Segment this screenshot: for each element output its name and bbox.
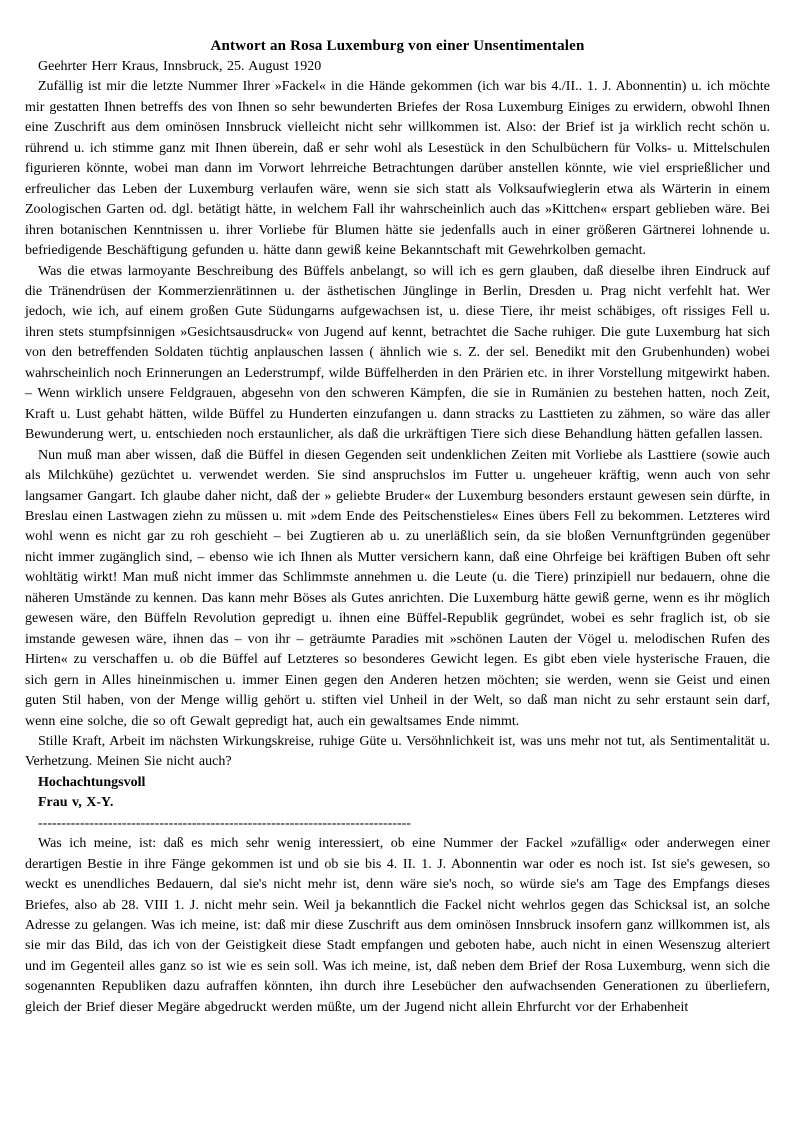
document-title: Antwort an Rosa Luxemburg von einer Unsentimentalen xyxy=(210,38,585,54)
salutation-line: Geehrter Herr Kraus, Innsbruck, 25. August 1920 xyxy=(38,59,322,74)
letter-paragraph-3: Nun muß man aber wissen, daß die Büffel in diesen Gegenden seit undenklichen Zeiten mit Vorliebe als Lasttiere (sowie auch als Milchkühe) gezüchtet u. verwendet werden. Sie sind anspruchslos im Futter u. ungeheuer kräftig, wenn auch von sehr langsamer Gangart. Ich glaube daher nicht, daß der » geliebte Bruder« der Luxemburg besonders erstaunt gewesen sein dürfte, in Breslau einen Lastwagen ziehn zu müssen u. mit »dem Ende des Peitschenstieles« Eines übers Fell zu bekommen. Letzteres wird wohl wenn es nicht gar zu roh geschieht – bei Zugtieren ab u. zu unerläßlich sein, da sie bloßen Vernunftgründen gegenüber nicht immer zugänglich sind, – ebenso wie ich Ihnen als Mutter versichern kann, daß eine Ohrfeige bei kräftigen Buben oft sehr wohltätig wirkt! Man muß nicht immer das Schlimmste annehmen u. die Leute (u. die Tiere) prinzipiell nur bedauern, ohne die näheren Umstände zu kennen. Das kann mehr Böses als Gutes anrichten. Die Luxemburg hätte gewiß gerne, wenn es ihr möglich gewesen wäre, den Büffeln Revolution gepredigt u. ihnen eine Büffel-Republik gegründet, wobei es sehr fraglich ist, ob sie imstande gewesen wäre, ihnen das – von ihr – geträumte Paradies mit »schönen Lauten der Vögel u. melodischen Rufen des Hirten« zu verschaffen u. ob die Büffel auf Letzteres so besonderes Gewicht legen. Es gibt eben viele hysterische Frauen, die sich gern in Alles hineinmischen u. immer Einen gegen den Anderen hetzen möchten; sie werden, wenn sie Geist und einen guten Stil haben, von der Menge willig gehört u. stiften viel Unheil in der Welt, so daß man nicht zu sehr erstaunt sein darf, wenn eine solche, die so oft Gewalt gepredigt hat, auch ein gewaltsames Ende nimmt. xyxy=(25,447,770,729)
signature-name: Frau v, X-Y. xyxy=(38,795,114,811)
separator-line: -------------------------------------------------------------------------------- xyxy=(38,815,411,831)
reply-paragraph: Was ich meine, ist: daß es mich sehr wenig interessiert, ob eine Nummer der Fackel »zufällig« oder anderwegen einer derartigen Bestie in ihre Fänge gekommen ist und ob sie bis 4. II. 1. J. Abonnentin war oder es noch ist. Ist sie's gewesen, so weckt es unendliches Bedauern, dal sie's nicht mehr ist, denn wäre sie's noch, so würde sie's am Tage des Empfangs dieses Briefes, also ab 28. VIII 1. J. nicht mehr sein. Weil ja bekanntlich die Fackel nicht wehrlos gegen das Schicksal ist, an solche Adresse zu gelangen. Was ich meine, ist: daß mir diese Zuschrift aus dem ominösen Innsbruck insofern ganz willkommen ist, als sie mir das Bild, das ich von der Geistigkeit diese Stadt empfangen und geboten habe, auch nicht in einen Wesenszug alteriert und im Gegenteil alles ganz so ist wie es sein soll. Was ich meine, ist, daß neben dem Brief der Rosa Luxemburg, wenn sich die sogenannten Republiken dazu aufraffen könnten, ihn durch ihre Lesebücher den aufwachsenden Generationen zu überliefern, gleich der Brief dieser Megäre abgedruckt werden müßte, um der Jugend nicht allein Ehrfurcht vor der Erhabenheit xyxy=(25,836,770,1015)
signature-closing: Hochachtungsvoll xyxy=(38,774,146,790)
letter-paragraph-1: Zufällig ist mir die letzte Nummer Ihrer »Fackel« in die Hände gekommen (ich war bis 4./II.. 1. J. Abonnentin) u. ich möchte mir gestatten Ihnen betreffs des von Ihnen so sehr bewunderten Briefes der Rosa Luxemburg Einiges zu erwidern, obwohl Ihnen eine Zuschrift aus dem ominösen Innsbruck vielleicht nicht sehr willkommen ist. Also: der Brief ist ja wirklich recht schön u. rührend u. ich stimme ganz mit Ihnen überein, daß er sehr wohl als Lesestück in den Schulbüchern für Volks- u. Mittelschulen figurieren könnte, wobei man dann im Vorwort lehrreiche Betrachtungen darüber anstellen könnte, wie viel ersprießlicher und erfreulicher das Leben der Luxemburg verlaufen wäre, wenn sie sich statt als Volksaufwieglerin etwa als Wärterin in einem Zoologischen Garten od. dgl. betätigt hätte, in welchem Fall ihr wahrscheinlich auch das »Kittchen« erspart geblieben wäre. Bei ihren botanischen Kenntnissen u. ihrer Vorliebe für Blumen hätte sie jedenfalls auch in einer größeren Gärtnerei lohnende u. befriedigende Beschäftigung gefunden u. hätte dann gewiß keine Bekanntschaft mit Gewehrkolben gemacht. xyxy=(25,79,770,259)
letter-paragraph-2: Was die etwas larmoyante Beschreibung des Büffels anbelangt, so will ich es gern glauben, daß dieselbe ihren Eindruck auf die Tränendrüsen der Kommerzienrätinnen u. der ästhetischen Jünglinge in Berlin, Dresden u. Prag nicht verfehlt hat. Wer jedoch, wie ich, auf einem großen Gute Südungarns aufgewachsen ist, u. diese Tiere, ihr meist schäbiges, oft rissiges Fell u. ihren stets stumpfsinnigen »Gesichtsausdruck« von Jugend auf kennt, betrachtet die Sache ruhiger. Die gute Luxemburg hat sich von den betreffenden Soldaten tüchtig anplauschen lassen ( ähnlich wie s. Z. der sel. Benedikt mit den Grubenhunden) wobei wahrscheinlich noch Erinnerungen an Lederstrumpf, wilde Büffelherden in den Prärien etc. in ihrer Vorstellung mitgewirkt haben. – Wenn wirklich unsere Feldgrauen, abgesehn von den schweren Kämpfen, die sie in Rumänien zu bestehen hatten, noch Zeit, Kraft u. Lust gehabt hätten, wilde Büffel zu Hunderten einzufangen u. dann stracks zu Lasttieten zu zähmen, so wäre das aller Bewunderung wert, u. entschieden noch erstaunlicher, als daß die urkräftigen Tiere sich diese Behandlung hätten gefallen lassen. xyxy=(25,263,770,443)
letter-paragraph-4: Stille Kraft, Arbeit im nächsten Wirkungskreise, ruhige Güte u. Versöhnlichkeit ist, was uns mehr not tut, als Sentimentalität u. Verhetzung. Meinen Sie nicht auch? xyxy=(25,733,770,770)
